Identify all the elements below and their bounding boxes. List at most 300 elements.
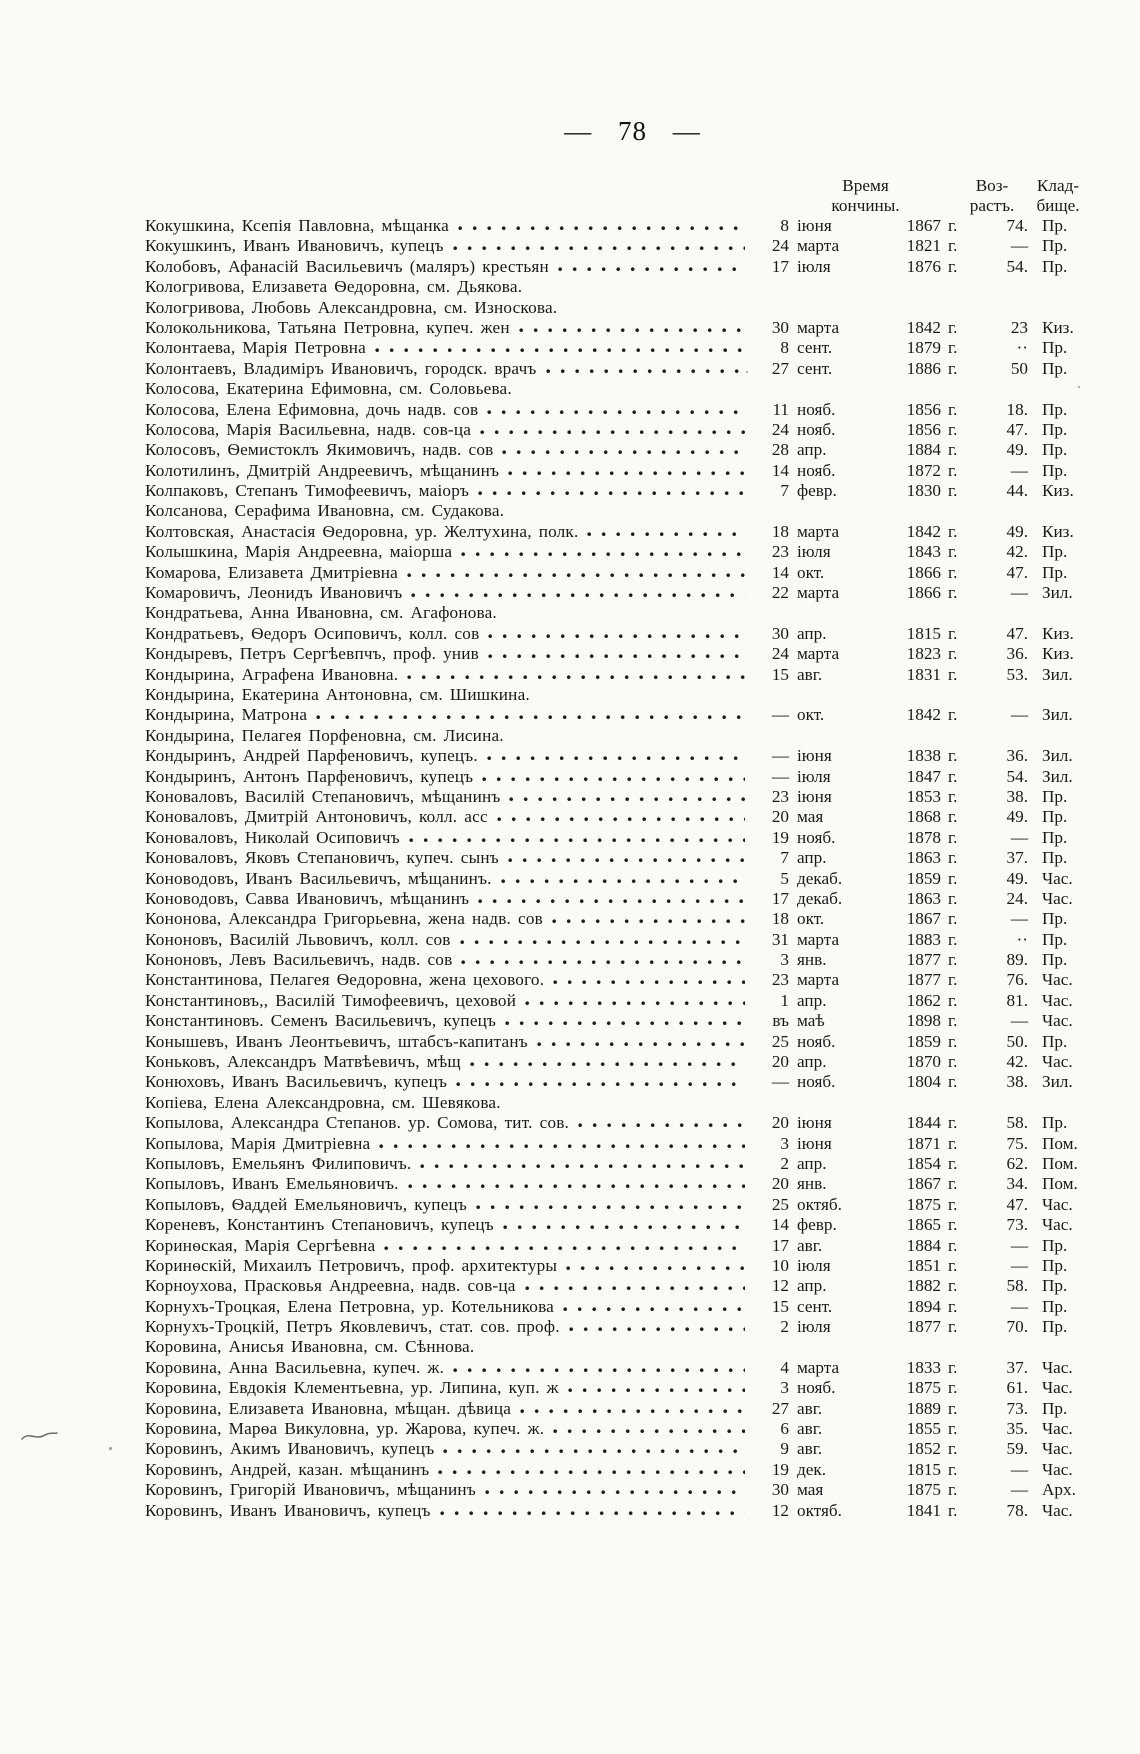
cemetery-value: Пр. <box>1042 216 1068 235</box>
table-row <box>145 257 1120 277</box>
dot-leader <box>553 980 745 985</box>
death-day: 20 <box>771 1113 789 1133</box>
death-month: марта <box>797 236 840 256</box>
year-suffix: г. <box>948 848 958 868</box>
death-year: 1889 <box>906 1398 941 1418</box>
death-day: 10 <box>771 1255 789 1275</box>
death-month: янв. <box>797 1174 827 1194</box>
dot-leader <box>379 1144 745 1149</box>
cemetery-value: Час. <box>1042 1357 1073 1377</box>
table-row <box>145 869 1120 889</box>
death-day: 24 <box>771 236 789 256</box>
table-row <box>145 461 1120 481</box>
death-day: 14 <box>771 460 789 480</box>
death-month: марта <box>797 521 840 541</box>
entry-name: Копылова, Александра Степанов. ур. Сомова, тит. сов. <box>145 1113 570 1133</box>
table-row <box>145 807 1120 827</box>
year-suffix: г. <box>948 1031 958 1051</box>
col-header-age-line2: растъ. <box>969 195 1015 215</box>
cemetery-value: Пр. <box>1042 419 1068 439</box>
table-row <box>145 1358 1120 1378</box>
entry-name: Колтовская, Анастасія Ѳедоровна, ур. Желтухина, полк. <box>145 521 579 541</box>
death-day: 2 <box>780 1153 789 1173</box>
table-row <box>145 991 1120 1011</box>
age-value: 50. <box>1006 1031 1028 1051</box>
dot-leader <box>525 1001 745 1006</box>
ink-speck <box>109 1447 112 1450</box>
dot-leader <box>537 1042 745 1047</box>
table-row <box>145 440 1120 460</box>
death-month: окт. <box>797 705 825 725</box>
death-day: 8 <box>780 216 789 235</box>
dot-leader <box>508 858 745 863</box>
age-value: 24. <box>1006 888 1028 908</box>
year-suffix: г. <box>948 338 958 358</box>
dot-leader <box>480 430 745 435</box>
table-row <box>145 950 1120 970</box>
cemetery-value: Пр. <box>1042 1398 1068 1418</box>
death-year: 1871 <box>906 1133 941 1153</box>
age-value: 54. <box>1006 766 1028 786</box>
death-month: марта <box>797 583 840 603</box>
death-month: апр. <box>797 440 827 460</box>
table-row <box>145 298 1120 318</box>
cemetery-value: Пр. <box>1042 542 1068 562</box>
cemetery-value: Час. <box>1042 1439 1073 1459</box>
death-day: 14 <box>771 1215 789 1235</box>
table-row <box>145 767 1120 787</box>
death-month: марта <box>797 644 840 664</box>
cemetery-value: Арх. <box>1042 1480 1076 1500</box>
cemetery-value: Пр. <box>1042 236 1068 256</box>
age-value: 18. <box>1006 399 1028 419</box>
dot-leader <box>519 328 745 333</box>
death-year: 1886 <box>906 358 941 378</box>
death-year: 1875 <box>906 1480 941 1500</box>
dot-leader <box>478 491 745 496</box>
entry-name: Копылова, Марія Дмитріевна <box>145 1133 371 1153</box>
table-row <box>145 603 1120 623</box>
table-row <box>145 481 1120 501</box>
entry-name: Коровина, Анисья Ивановна, см. Сѣннова. <box>145 1337 475 1357</box>
age-value: — <box>1010 583 1028 603</box>
death-day: 3 <box>780 950 789 970</box>
death-year: 1870 <box>906 1052 941 1072</box>
death-day: 17 <box>771 256 789 276</box>
year-suffix: г. <box>948 399 958 419</box>
death-month: нояб. <box>797 419 836 439</box>
dot-leader <box>546 369 746 374</box>
cemetery-value: Киз. <box>1042 644 1074 664</box>
year-suffix: г. <box>948 1459 958 1479</box>
year-suffix: г. <box>948 521 958 541</box>
death-year: 1883 <box>906 929 941 949</box>
death-year: 1847 <box>906 766 941 786</box>
table-row <box>145 1011 1120 1031</box>
table-row <box>145 644 1120 664</box>
age-value: ·· <box>1016 929 1028 949</box>
table-row <box>145 1460 1120 1480</box>
table-row <box>145 1072 1120 1092</box>
death-year: 1862 <box>906 990 941 1010</box>
death-day: 7 <box>780 481 789 501</box>
death-year: 1867 <box>906 909 941 929</box>
age-value: — <box>1010 827 1028 847</box>
death-day: 11 <box>772 399 789 419</box>
death-day: 6 <box>780 1419 789 1439</box>
dot-leader <box>458 226 745 231</box>
cemetery-value: Пом. <box>1042 1174 1078 1194</box>
age-value: — <box>1010 1480 1028 1500</box>
entry-name: Кононовъ, Василій Львовичъ, колл. сов <box>145 929 451 949</box>
death-day: 19 <box>771 1459 789 1479</box>
entry-name: Колосова, Екатерина Ефимовна, см. Соловьева. <box>145 379 512 399</box>
death-year: 1884 <box>906 1235 941 1255</box>
death-month: авг. <box>797 1398 823 1418</box>
death-year: 1867 <box>906 216 941 235</box>
year-suffix: г. <box>948 950 958 970</box>
ink-speck <box>746 371 748 373</box>
death-day: 12 <box>771 1500 789 1520</box>
age-value: 73. <box>1006 1398 1028 1418</box>
table-row <box>145 216 1120 236</box>
table-row <box>145 1195 1120 1215</box>
cemetery-value: Зил. <box>1042 705 1073 725</box>
table-row <box>145 930 1120 950</box>
age-value: 89. <box>1006 950 1028 970</box>
dot-leader <box>505 1021 745 1026</box>
death-year: 1859 <box>906 868 941 888</box>
entry-name: Колосовъ, Ѳемистоклъ Якимовичъ, надв. сов <box>145 440 494 460</box>
age-value: 49. <box>1006 440 1028 460</box>
entry-name: Коноваловъ, Василій Степановичъ, мѣщанинъ <box>145 786 501 806</box>
year-suffix: г. <box>948 746 958 766</box>
year-suffix: г. <box>948 1419 958 1439</box>
age-value: 76. <box>1006 970 1028 990</box>
burial-register <box>145 176 1120 1521</box>
ink-speck <box>1078 386 1080 388</box>
year-suffix: г. <box>948 419 958 439</box>
dot-leader <box>569 1327 745 1332</box>
cemetery-value: Час. <box>1042 888 1073 908</box>
death-month: нояб. <box>797 399 836 419</box>
cemetery-value: Час. <box>1042 1419 1073 1439</box>
death-day: 3 <box>780 1133 789 1153</box>
death-month: янв. <box>797 950 827 970</box>
death-day: 15 <box>771 1296 789 1316</box>
death-day: 22 <box>771 583 789 603</box>
death-day: 23 <box>771 970 789 990</box>
death-month: марта <box>797 929 840 949</box>
death-month: октяб. <box>797 1194 842 1214</box>
table-row <box>145 318 1120 338</box>
death-month: авг. <box>797 1439 823 1459</box>
cemetery-value: Киз. <box>1042 481 1074 501</box>
table-row <box>145 1032 1120 1052</box>
table-row <box>145 1256 1120 1276</box>
death-month: авг. <box>797 664 823 684</box>
entry-name: Коринѳскій, Михаилъ Петровичъ, проф. архитектуры <box>145 1255 558 1275</box>
table-row <box>145 400 1120 420</box>
table-row <box>145 1378 1120 1398</box>
entry-name: Константиновъ,, Василій Тимофеевичъ, цеховой <box>145 990 517 1010</box>
table-row <box>145 909 1120 929</box>
death-month: апр. <box>797 1276 827 1296</box>
entry-name: Коровина, Марѳа Викуловна, ур. Жарова, купеч. ж. <box>145 1419 545 1439</box>
age-value: — <box>1010 1235 1028 1255</box>
dot-leader <box>487 756 745 761</box>
year-suffix: г. <box>948 440 958 460</box>
age-value: 34. <box>1006 1174 1028 1194</box>
dot-leader <box>453 1368 745 1373</box>
table-row <box>145 359 1120 379</box>
death-year: 1875 <box>906 1378 941 1398</box>
dot-leader <box>488 654 745 659</box>
table-row <box>145 1113 1120 1133</box>
year-suffix: г. <box>948 358 958 378</box>
age-value: 50 <box>1010 358 1028 378</box>
year-suffix: г. <box>948 1317 958 1337</box>
table-row <box>145 501 1120 521</box>
age-value: 37. <box>1006 1357 1028 1377</box>
entry-name: Кондырина, Матрона <box>145 705 308 725</box>
table-row <box>145 1337 1120 1357</box>
death-month: марта <box>797 1357 840 1377</box>
death-day: 8 <box>780 338 789 358</box>
year-suffix: г. <box>948 1500 958 1520</box>
age-value: 49. <box>1006 521 1028 541</box>
age-value: 70. <box>1006 1317 1028 1337</box>
entry-name: Копіева, Елена Александровна, см. Шевякова. <box>145 1092 501 1112</box>
entry-name: Копыловъ, Иванъ Емельяновичъ. <box>145 1174 399 1194</box>
table-row <box>145 685 1120 705</box>
death-day: — <box>771 705 789 725</box>
dot-leader <box>482 777 745 782</box>
death-year: 1877 <box>906 970 941 990</box>
entry-name: Колотилинъ, Дмитрій Андреевичъ, мѣщанинъ <box>145 460 500 480</box>
entry-name: Кологривова, Елизавета Ѳедоровна, см. Дьякова. <box>145 277 523 297</box>
table-row <box>145 420 1120 440</box>
cemetery-value: Пр. <box>1042 950 1068 970</box>
cemetery-value: Пр. <box>1042 807 1068 827</box>
entry-name: Колокольникова, Татьяна Петровна, купеч. жен <box>145 317 510 337</box>
dot-leader <box>411 593 745 598</box>
entry-name: Константиновъ. Семенъ Васильевичъ, купецъ <box>145 1011 497 1031</box>
death-month: нояб. <box>797 1378 836 1398</box>
year-suffix: г. <box>948 1480 958 1500</box>
table-row <box>145 828 1120 848</box>
entry-name: Колонтаева, Марія Петровна <box>145 338 367 358</box>
age-value: 23 <box>1010 317 1028 337</box>
dot-leader <box>476 1205 745 1210</box>
dot-leader <box>525 1286 745 1291</box>
age-value: — <box>1010 1459 1028 1479</box>
age-value: 35. <box>1006 1419 1028 1439</box>
entry-name: Копыловъ, Ѳаддей Емельяновичъ, купецъ <box>145 1194 468 1214</box>
dot-leader <box>552 919 745 924</box>
death-month: нояб. <box>797 827 836 847</box>
death-year: 1875 <box>906 1194 941 1214</box>
year-suffix: г. <box>948 807 958 827</box>
entry-name: Колпаковъ, Степанъ Тимофеевичъ, маіоръ <box>145 481 470 501</box>
dot-leader <box>497 817 745 822</box>
cemetery-value: Пр. <box>1042 562 1068 582</box>
cemetery-value: Пр. <box>1042 929 1068 949</box>
year-suffix: г. <box>948 1357 958 1377</box>
table-row <box>145 1052 1120 1072</box>
death-year: 1842 <box>906 317 941 337</box>
dot-leader <box>407 675 745 680</box>
entry-name: Коноводовъ, Иванъ Васильевичъ, мѣщанинъ. <box>145 868 492 888</box>
year-suffix: г. <box>948 460 958 480</box>
cemetery-value: Киз. <box>1042 521 1074 541</box>
death-month: іюля <box>797 766 831 786</box>
death-day: въ <box>772 1011 789 1031</box>
death-month: мая <box>797 1480 824 1500</box>
dot-leader <box>438 1470 745 1475</box>
death-year: 1867 <box>906 1174 941 1194</box>
year-suffix: г. <box>948 216 958 235</box>
entry-name: Комаровичъ, Леонидъ Ивановичъ <box>145 583 403 603</box>
death-month: нояб. <box>797 1072 836 1092</box>
death-month: декаб. <box>797 868 843 888</box>
year-suffix: г. <box>948 888 958 908</box>
cemetery-value: Пр. <box>1042 786 1068 806</box>
table-row <box>145 1399 1120 1419</box>
age-value: 36. <box>1006 644 1028 664</box>
table-row <box>145 746 1120 766</box>
age-value: — <box>1010 1011 1028 1031</box>
death-month: февр. <box>797 481 837 501</box>
death-day: 30 <box>771 623 789 643</box>
cemetery-value: Час. <box>1042 1459 1073 1479</box>
cemetery-value: Час. <box>1042 868 1073 888</box>
death-day: 12 <box>771 1276 789 1296</box>
dot-leader <box>568 1388 745 1393</box>
entry-name: Корнухъ-Троцкая, Елена Петровна, ур. Котельникова <box>145 1296 554 1316</box>
entry-name: Коньковъ, Александръ Матвѣевичъ, мѣщ <box>145 1052 461 1072</box>
year-suffix: г. <box>948 1398 958 1418</box>
age-value: ·· <box>1016 338 1028 358</box>
entry-name: Кокушкинъ, Иванъ Ивановичъ, купецъ <box>145 236 444 256</box>
cemetery-value: Пр. <box>1042 1276 1068 1296</box>
year-suffix: г. <box>948 1052 958 1072</box>
table-row <box>145 1276 1120 1296</box>
age-value: 58. <box>1006 1276 1028 1296</box>
death-year: 1856 <box>906 419 941 439</box>
death-month: іюля <box>797 256 831 276</box>
death-day: — <box>771 766 789 786</box>
cemetery-value: Пр. <box>1042 440 1068 460</box>
age-value: — <box>1010 236 1028 256</box>
death-month: іюня <box>797 786 832 806</box>
cemetery-value: Час. <box>1042 970 1073 990</box>
death-month: сент. <box>797 338 833 358</box>
death-month: октяб. <box>797 1500 842 1520</box>
age-value: 44. <box>1006 481 1028 501</box>
death-month: окт. <box>797 562 825 582</box>
table-row <box>145 1215 1120 1235</box>
age-value: 49. <box>1006 807 1028 827</box>
age-value: 73. <box>1006 1215 1028 1235</box>
death-month: маѣ <box>797 1011 825 1031</box>
age-value: 81. <box>1006 990 1028 1010</box>
dot-leader <box>566 1266 745 1271</box>
year-suffix: г. <box>948 236 958 256</box>
dot-leader <box>578 1123 745 1128</box>
dot-leader <box>520 1409 745 1414</box>
age-value: 38. <box>1006 786 1028 806</box>
year-suffix: г. <box>948 256 958 276</box>
death-year: 1856 <box>906 399 941 419</box>
death-day: 27 <box>771 358 789 378</box>
age-value: 62. <box>1006 1153 1028 1173</box>
year-suffix: г. <box>948 481 958 501</box>
death-day: 23 <box>771 542 789 562</box>
entry-name: Конышевъ, Иванъ Леонтьевичъ, штабсъ-капитанъ <box>145 1031 528 1051</box>
entry-name: Колосова, Марія Васильевна, надв. сов-ца <box>145 419 472 439</box>
death-month: іюля <box>797 1255 831 1275</box>
entry-name: Колосова, Елена Ефимовна, дочь надв. сов <box>145 399 479 419</box>
cemetery-value: Пом. <box>1042 1153 1078 1173</box>
death-day: 17 <box>771 888 789 908</box>
cemetery-value: Пр. <box>1042 1235 1068 1255</box>
year-suffix: г. <box>948 1439 958 1459</box>
year-suffix: г. <box>948 929 958 949</box>
entry-name: Колобовъ, Афанасій Васильевичъ (маляръ) крестьян <box>145 256 549 276</box>
entry-name: Колонтаевъ, Владиміръ Ивановичъ, городск. врачъ <box>145 358 537 378</box>
year-suffix: г. <box>948 766 958 786</box>
death-year: 1854 <box>906 1153 941 1173</box>
death-day: 23 <box>771 786 789 806</box>
age-value: 61. <box>1006 1378 1028 1398</box>
age-value: 47. <box>1006 623 1028 643</box>
death-day: 5 <box>780 868 789 888</box>
age-value: 78. <box>1006 1500 1028 1520</box>
death-month: апр. <box>797 1153 827 1173</box>
death-month: іюля <box>797 1317 831 1337</box>
year-suffix: г. <box>948 623 958 643</box>
cemetery-value: Пр. <box>1042 1113 1068 1133</box>
cemetery-value: Пр. <box>1042 827 1068 847</box>
entry-name: Коринѳская, Марія Сергѣевна <box>145 1235 376 1255</box>
dot-leader <box>460 940 745 945</box>
cemetery-value: Час. <box>1042 1215 1073 1235</box>
death-day: 20 <box>771 1052 789 1072</box>
dot-leader <box>316 715 745 720</box>
entry-name: Копыловъ, Емельянъ Филиповичъ. <box>145 1153 412 1173</box>
table-row <box>145 379 1120 399</box>
year-suffix: г. <box>948 562 958 582</box>
year-suffix: г. <box>948 1133 958 1153</box>
death-day: 30 <box>771 317 789 337</box>
table-row <box>145 1154 1120 1174</box>
age-value: — <box>1010 460 1028 480</box>
death-day: 30 <box>771 1480 789 1500</box>
death-day: 17 <box>771 1235 789 1255</box>
death-day: 15 <box>771 664 789 684</box>
year-suffix: г. <box>948 317 958 337</box>
death-year: 1843 <box>906 542 941 562</box>
entry-name: Кокушкина, Ксепія Павловна, мѣщанка <box>145 216 449 235</box>
entry-name: Коровина, Анна Васильевна, купеч. ж. <box>145 1357 445 1377</box>
dot-leader <box>461 552 745 557</box>
table-row <box>145 1297 1120 1317</box>
dot-leader <box>485 1490 745 1495</box>
cemetery-value: Пр. <box>1042 358 1068 378</box>
dot-leader <box>375 348 745 353</box>
death-year: 1884 <box>906 440 941 460</box>
